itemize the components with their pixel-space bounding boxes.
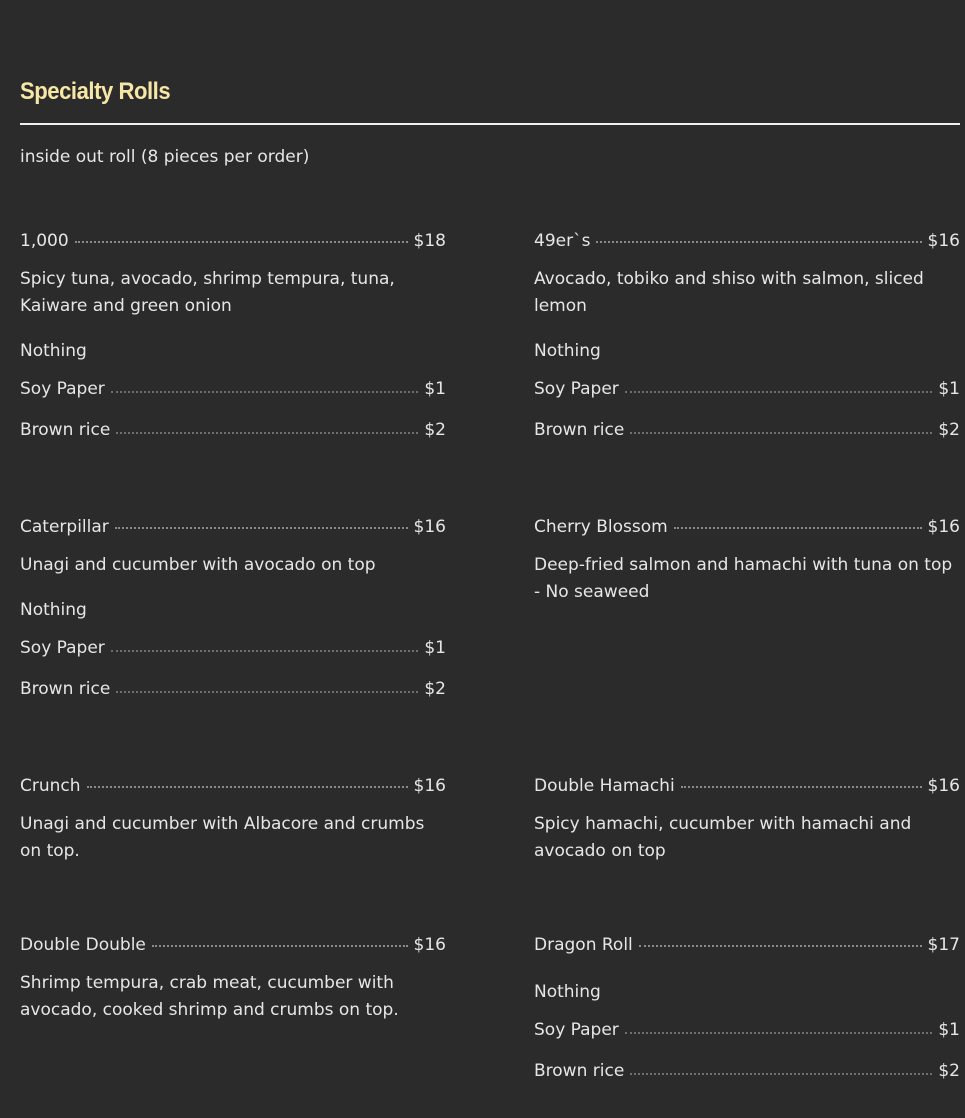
option-soy-paper[interactable] bbox=[20, 638, 446, 664]
dot-leader bbox=[625, 1031, 933, 1034]
option-brown-rice[interactable] bbox=[534, 420, 960, 446]
menu-item-description: Unagi and cucumber with avocado on top bbox=[20, 555, 376, 575]
dot-leader bbox=[674, 526, 922, 529]
menu-item-name: Caterpillar bbox=[20, 517, 109, 537]
menu-item-header bbox=[20, 776, 446, 802]
menu-item[interactable] bbox=[534, 776, 960, 865]
menu-item-description: Spicy tuna, avocado, shrimp tempura, tuna, Kaiware and green onion bbox=[20, 269, 395, 316]
dot-leader bbox=[75, 240, 408, 243]
option-name: Soy Paper bbox=[534, 379, 619, 399]
menu-item-name: Cherry Blossom bbox=[534, 517, 668, 537]
menu-item-price: $16 bbox=[927, 231, 960, 251]
menu-item-description: Deep-fried salmon and hamachi with tuna on top - No seaweed bbox=[534, 555, 953, 602]
menu-item-price: $16 bbox=[413, 935, 446, 955]
option-price: $2 bbox=[938, 420, 960, 440]
dot-leader bbox=[87, 785, 408, 788]
menu-item-name: 49er`s bbox=[534, 231, 591, 251]
option-price: $2 bbox=[938, 1061, 960, 1081]
menu-item[interactable] bbox=[20, 935, 446, 1024]
menu-item-price: $16 bbox=[927, 776, 960, 796]
menu-item-price: $16 bbox=[413, 776, 446, 796]
menu-item[interactable] bbox=[20, 231, 446, 446]
option-price: $1 bbox=[938, 1020, 960, 1040]
menu-item-description: Unagi and cucumber with Albacore and crumbs on top. bbox=[20, 814, 425, 861]
option-price: $1 bbox=[938, 379, 960, 399]
option-brown-rice[interactable] bbox=[534, 1061, 960, 1087]
dot-leader bbox=[115, 526, 408, 529]
option-price: $1 bbox=[424, 638, 446, 658]
menu-item-header bbox=[20, 517, 446, 543]
menu-item-name: Crunch bbox=[20, 776, 81, 796]
dot-leader bbox=[116, 431, 418, 434]
menu-item-header bbox=[534, 935, 960, 961]
option-name: Soy Paper bbox=[534, 1020, 619, 1040]
dot-leader bbox=[681, 785, 922, 788]
menu-item-header bbox=[534, 517, 960, 543]
option-soy-paper[interactable] bbox=[534, 1020, 960, 1046]
menu-item[interactable] bbox=[534, 231, 960, 446]
option-brown-rice[interactable] bbox=[20, 420, 446, 446]
menu-item-description: Spicy hamachi, cucumber with hamachi and avocado on top bbox=[534, 814, 912, 861]
menu-item-header bbox=[20, 231, 446, 257]
dot-leader bbox=[625, 390, 933, 393]
menu-item[interactable] bbox=[534, 517, 960, 606]
dot-leader bbox=[152, 944, 408, 947]
menu-item-header bbox=[534, 231, 960, 257]
option-none[interactable]: Nothing bbox=[20, 341, 87, 361]
option-brown-rice[interactable] bbox=[20, 679, 446, 705]
menu-item-name: Dragon Roll bbox=[534, 935, 633, 955]
option-price: $1 bbox=[424, 379, 446, 399]
option-name: Soy Paper bbox=[20, 379, 105, 399]
option-name: Brown rice bbox=[20, 679, 111, 699]
option-name: Brown rice bbox=[20, 420, 111, 440]
menu-item-name: 1,000 bbox=[20, 231, 69, 251]
menu-item-header bbox=[20, 935, 446, 961]
menu-item-price: $17 bbox=[927, 935, 960, 955]
section-divider bbox=[20, 123, 960, 125]
option-none[interactable]: Nothing bbox=[534, 982, 601, 1002]
menu-item-description: Avocado, tobiko and shiso with salmon, sliced lemon bbox=[534, 269, 924, 316]
menu-item-header bbox=[534, 776, 960, 802]
option-name: Soy Paper bbox=[20, 638, 105, 658]
option-name: Brown rice bbox=[534, 420, 625, 440]
section-subtitle: inside out roll (8 pieces per order) bbox=[20, 147, 310, 167]
menu-item-price: $16 bbox=[413, 517, 446, 537]
menu-item-name: Double Double bbox=[20, 935, 146, 955]
option-none[interactable]: Nothing bbox=[20, 600, 87, 620]
option-price: $2 bbox=[424, 679, 446, 699]
menu-item-price: $18 bbox=[413, 231, 446, 251]
dot-leader bbox=[111, 649, 419, 652]
dot-leader bbox=[111, 390, 419, 393]
menu-item-name: Double Hamachi bbox=[534, 776, 675, 796]
option-soy-paper[interactable] bbox=[20, 379, 446, 405]
option-none[interactable]: Nothing bbox=[534, 341, 601, 361]
menu-item[interactable] bbox=[20, 776, 446, 865]
option-price: $2 bbox=[424, 420, 446, 440]
dot-leader bbox=[596, 240, 921, 243]
menu-item-price: $16 bbox=[927, 517, 960, 537]
dot-leader bbox=[116, 690, 418, 693]
dot-leader bbox=[639, 944, 922, 947]
menu-item[interactable] bbox=[20, 517, 446, 705]
option-soy-paper[interactable] bbox=[534, 379, 960, 405]
dot-leader bbox=[630, 1072, 932, 1075]
menu-item[interactable] bbox=[534, 935, 960, 1087]
menu-item-description: Shrimp tempura, crab meat, cucumber with avocado, cooked shrimp and crumbs on top. bbox=[20, 973, 399, 1020]
dot-leader bbox=[630, 431, 932, 434]
option-name: Brown rice bbox=[534, 1061, 625, 1081]
section-title: Specialty Rolls bbox=[20, 78, 171, 105]
